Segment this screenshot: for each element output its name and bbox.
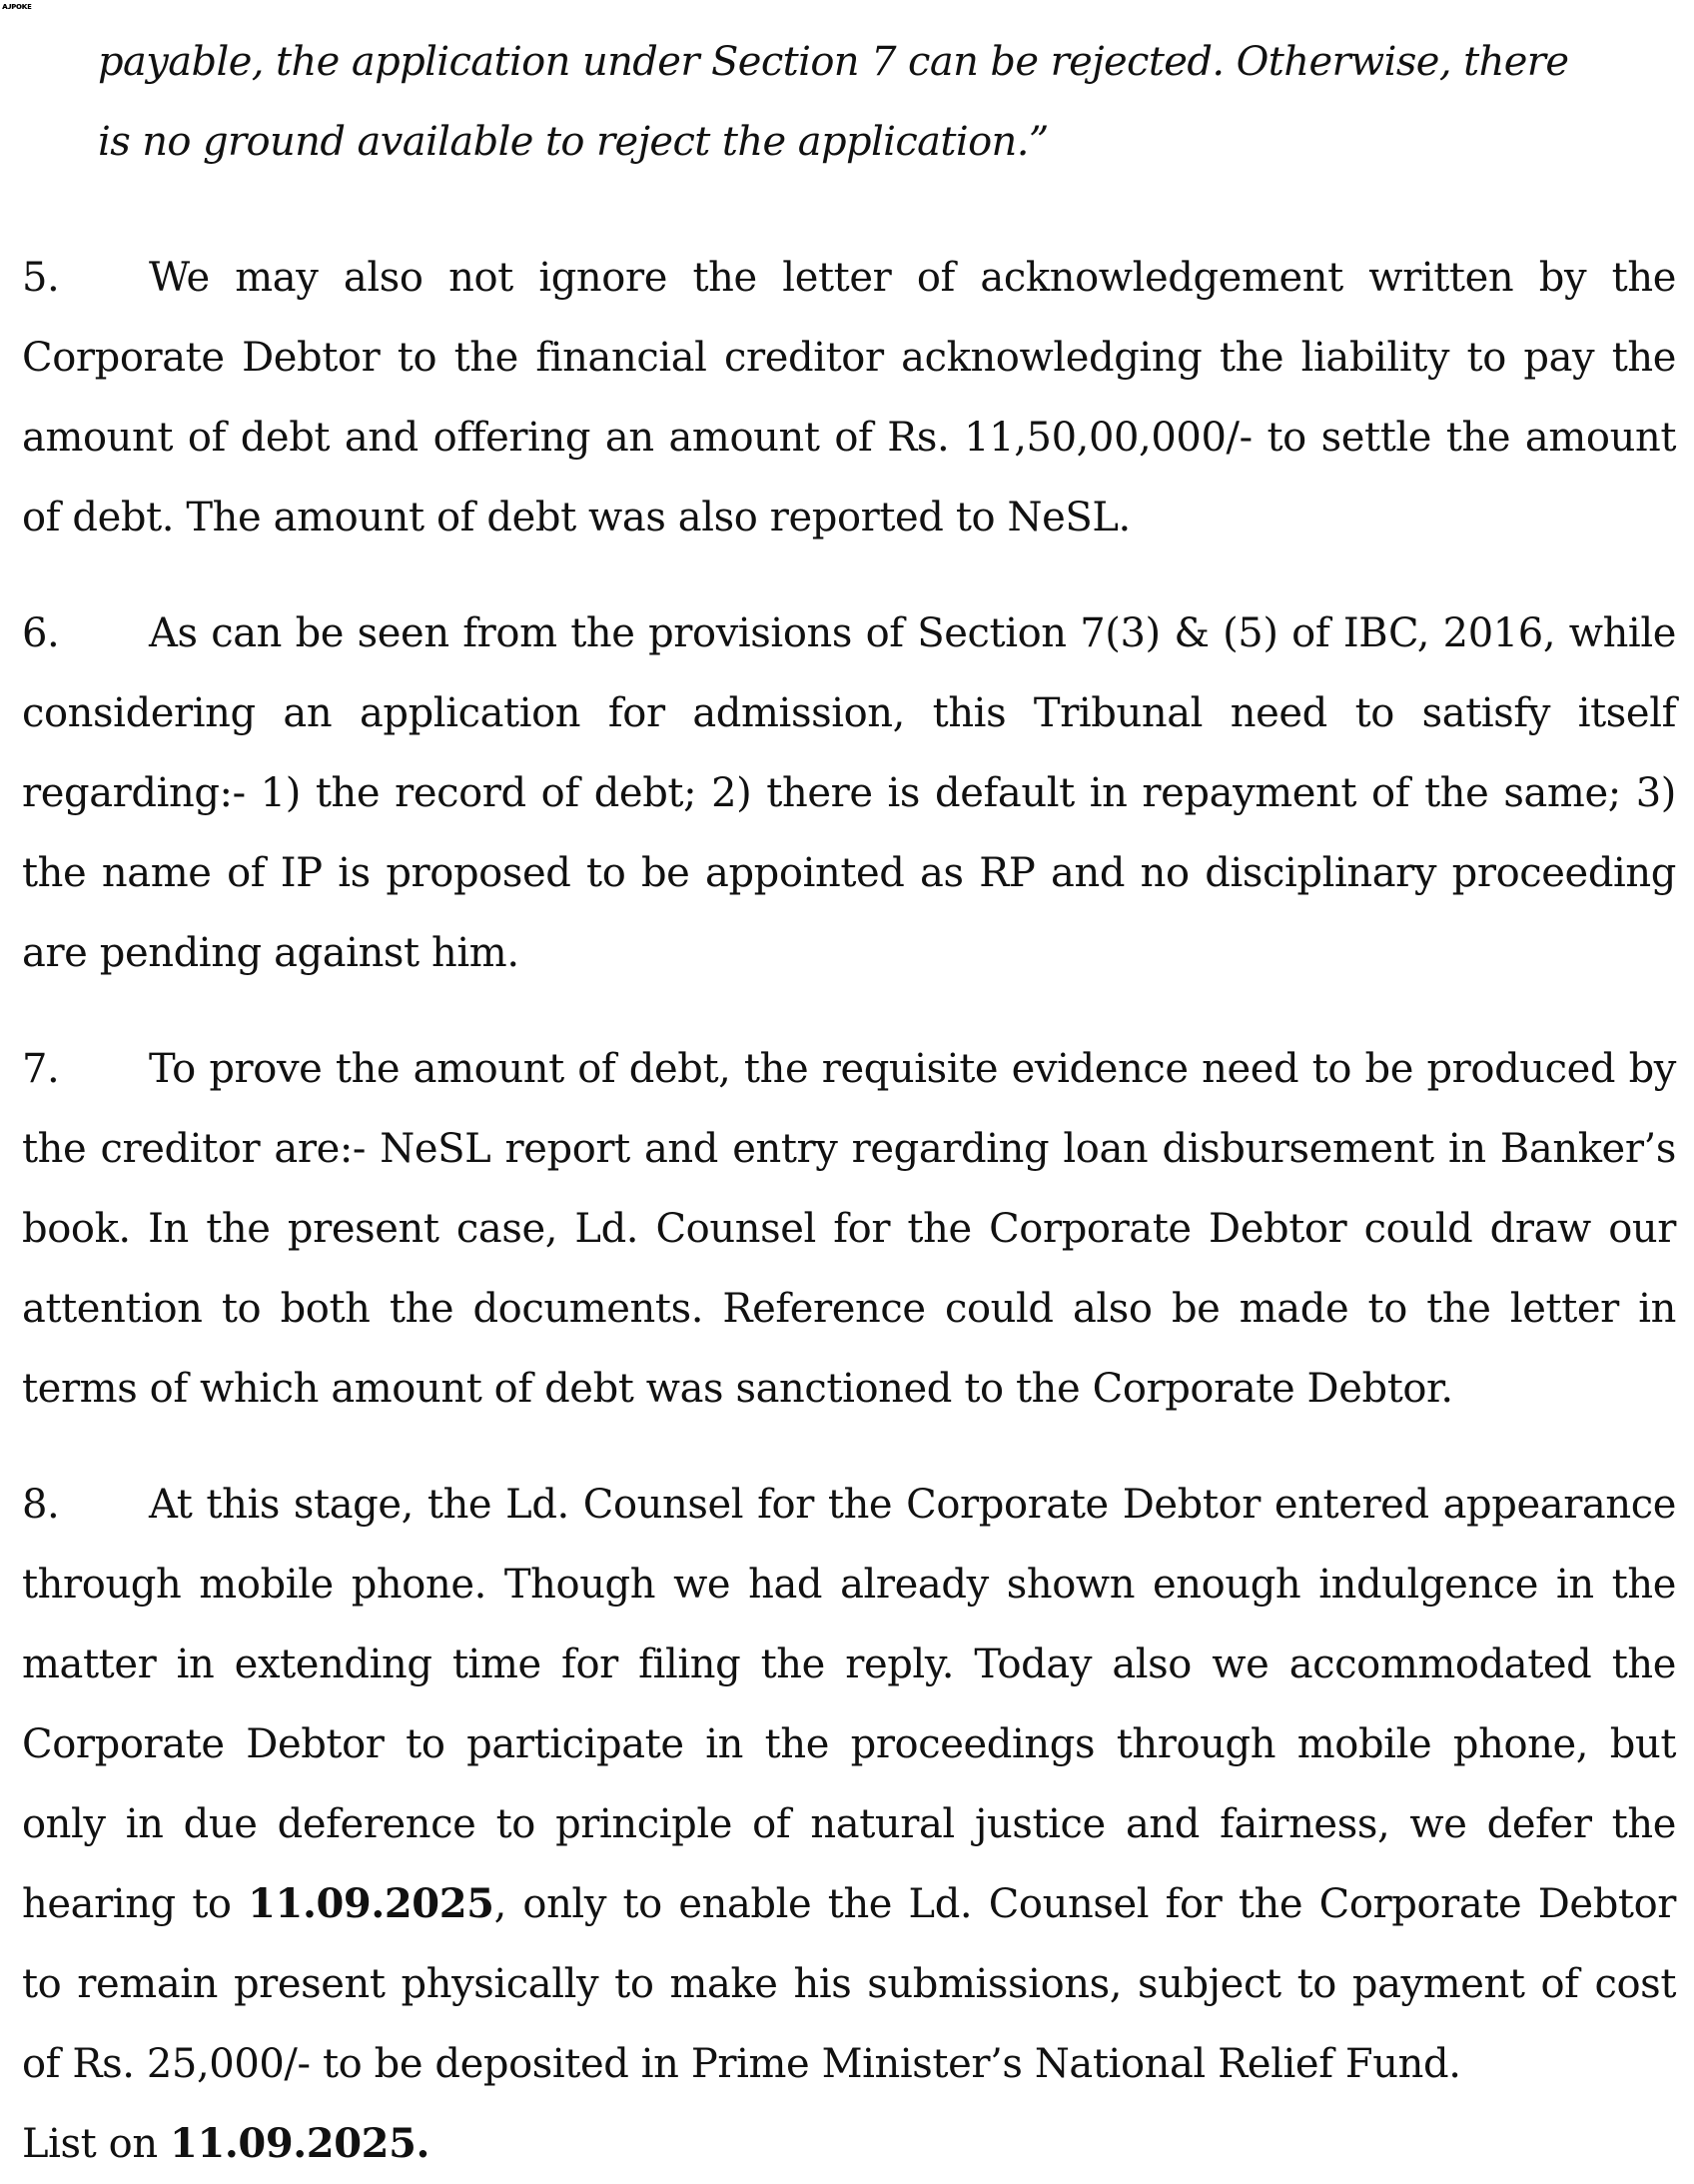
corner-mark: ᴀᴊᴘᴏᴋᴇ [2, 2, 32, 12]
paragraph-number: 6. [22, 610, 60, 656]
paragraph-text: As can be seen from the provisions of Section 7(3) & (5) of IBC, 2016, while considering an application for admission, this Tribunal need to satisfy itself regarding:- 1) the record of debt; 2) there is default in repayment of the same; 3) the name of IP is proposed to be appointed as RP and no disciplinary proceeding are pending against him. [22, 610, 1676, 976]
paragraph-5 [22, 238, 1676, 557]
paragraph-6 [22, 593, 1676, 993]
quote-line-1: payable, the application under Section 7 can be rejected. Otherwise, there [98, 39, 1569, 85]
list-on-label: List on [22, 2121, 171, 2167]
paragraph-number: 8. [22, 1482, 60, 1528]
quoted-excerpt [98, 22, 1596, 182]
paragraph-text: At this stage, the Ld. Counsel for the Corporate Debtor entered appearance through mobile phone. Though we had already shown enough indulgence in the matter in extending time for filing the reply. Today also we accommodated the Corporate Debtor to participate in the proceedings through mobile phone, but only in due deference to principle of natural justice and fairness, we defer the hearing to [22, 1482, 1676, 1927]
paragraph-7 [22, 1029, 1676, 1429]
paragraph-number: 5. [22, 255, 60, 301]
paragraph-text: To prove the amount of debt, the requisite evidence need to be produced by the creditor are:- NeSL report and entry regarding loan disbursement in Banker’s book. In the present case, Ld. Counsel for the Corporate Debtor could draw our attention to both the documents. Reference could also be made to the letter in terms of which amount of debt was sanctioned to the Corporate Debtor. [22, 1046, 1676, 1412]
paragraph-text: We may also not ignore the letter of acknowledgement written by the Corporate Debtor to the financial creditor acknowledging the liability to pay the amount of debt and offering an amount of Rs. 11,50,00,000/- to settle the amount of debt. The amount of debt was also reported to NeSL. [22, 255, 1676, 541]
paragraph-number: 7. [22, 1046, 60, 1092]
document-page [22, 22, 1676, 2184]
list-on-date: 11.09.2025. [170, 2120, 430, 2167]
paragraph-text-continued: , only to enable the Ld. Counsel for the Corporate Debtor to remain present physically to make his submissions, subject to payment of cost of Rs. 25,000/- to be deposited in Prime Minister’s National Relief Fund. [22, 1881, 1676, 2087]
list-on-line [22, 2104, 1676, 2184]
paragraph-8 [22, 1465, 1676, 2104]
quote-line-2: is no ground available to reject the application.” [98, 119, 1049, 165]
hearing-date: 11.09.2025 [248, 1880, 494, 1927]
